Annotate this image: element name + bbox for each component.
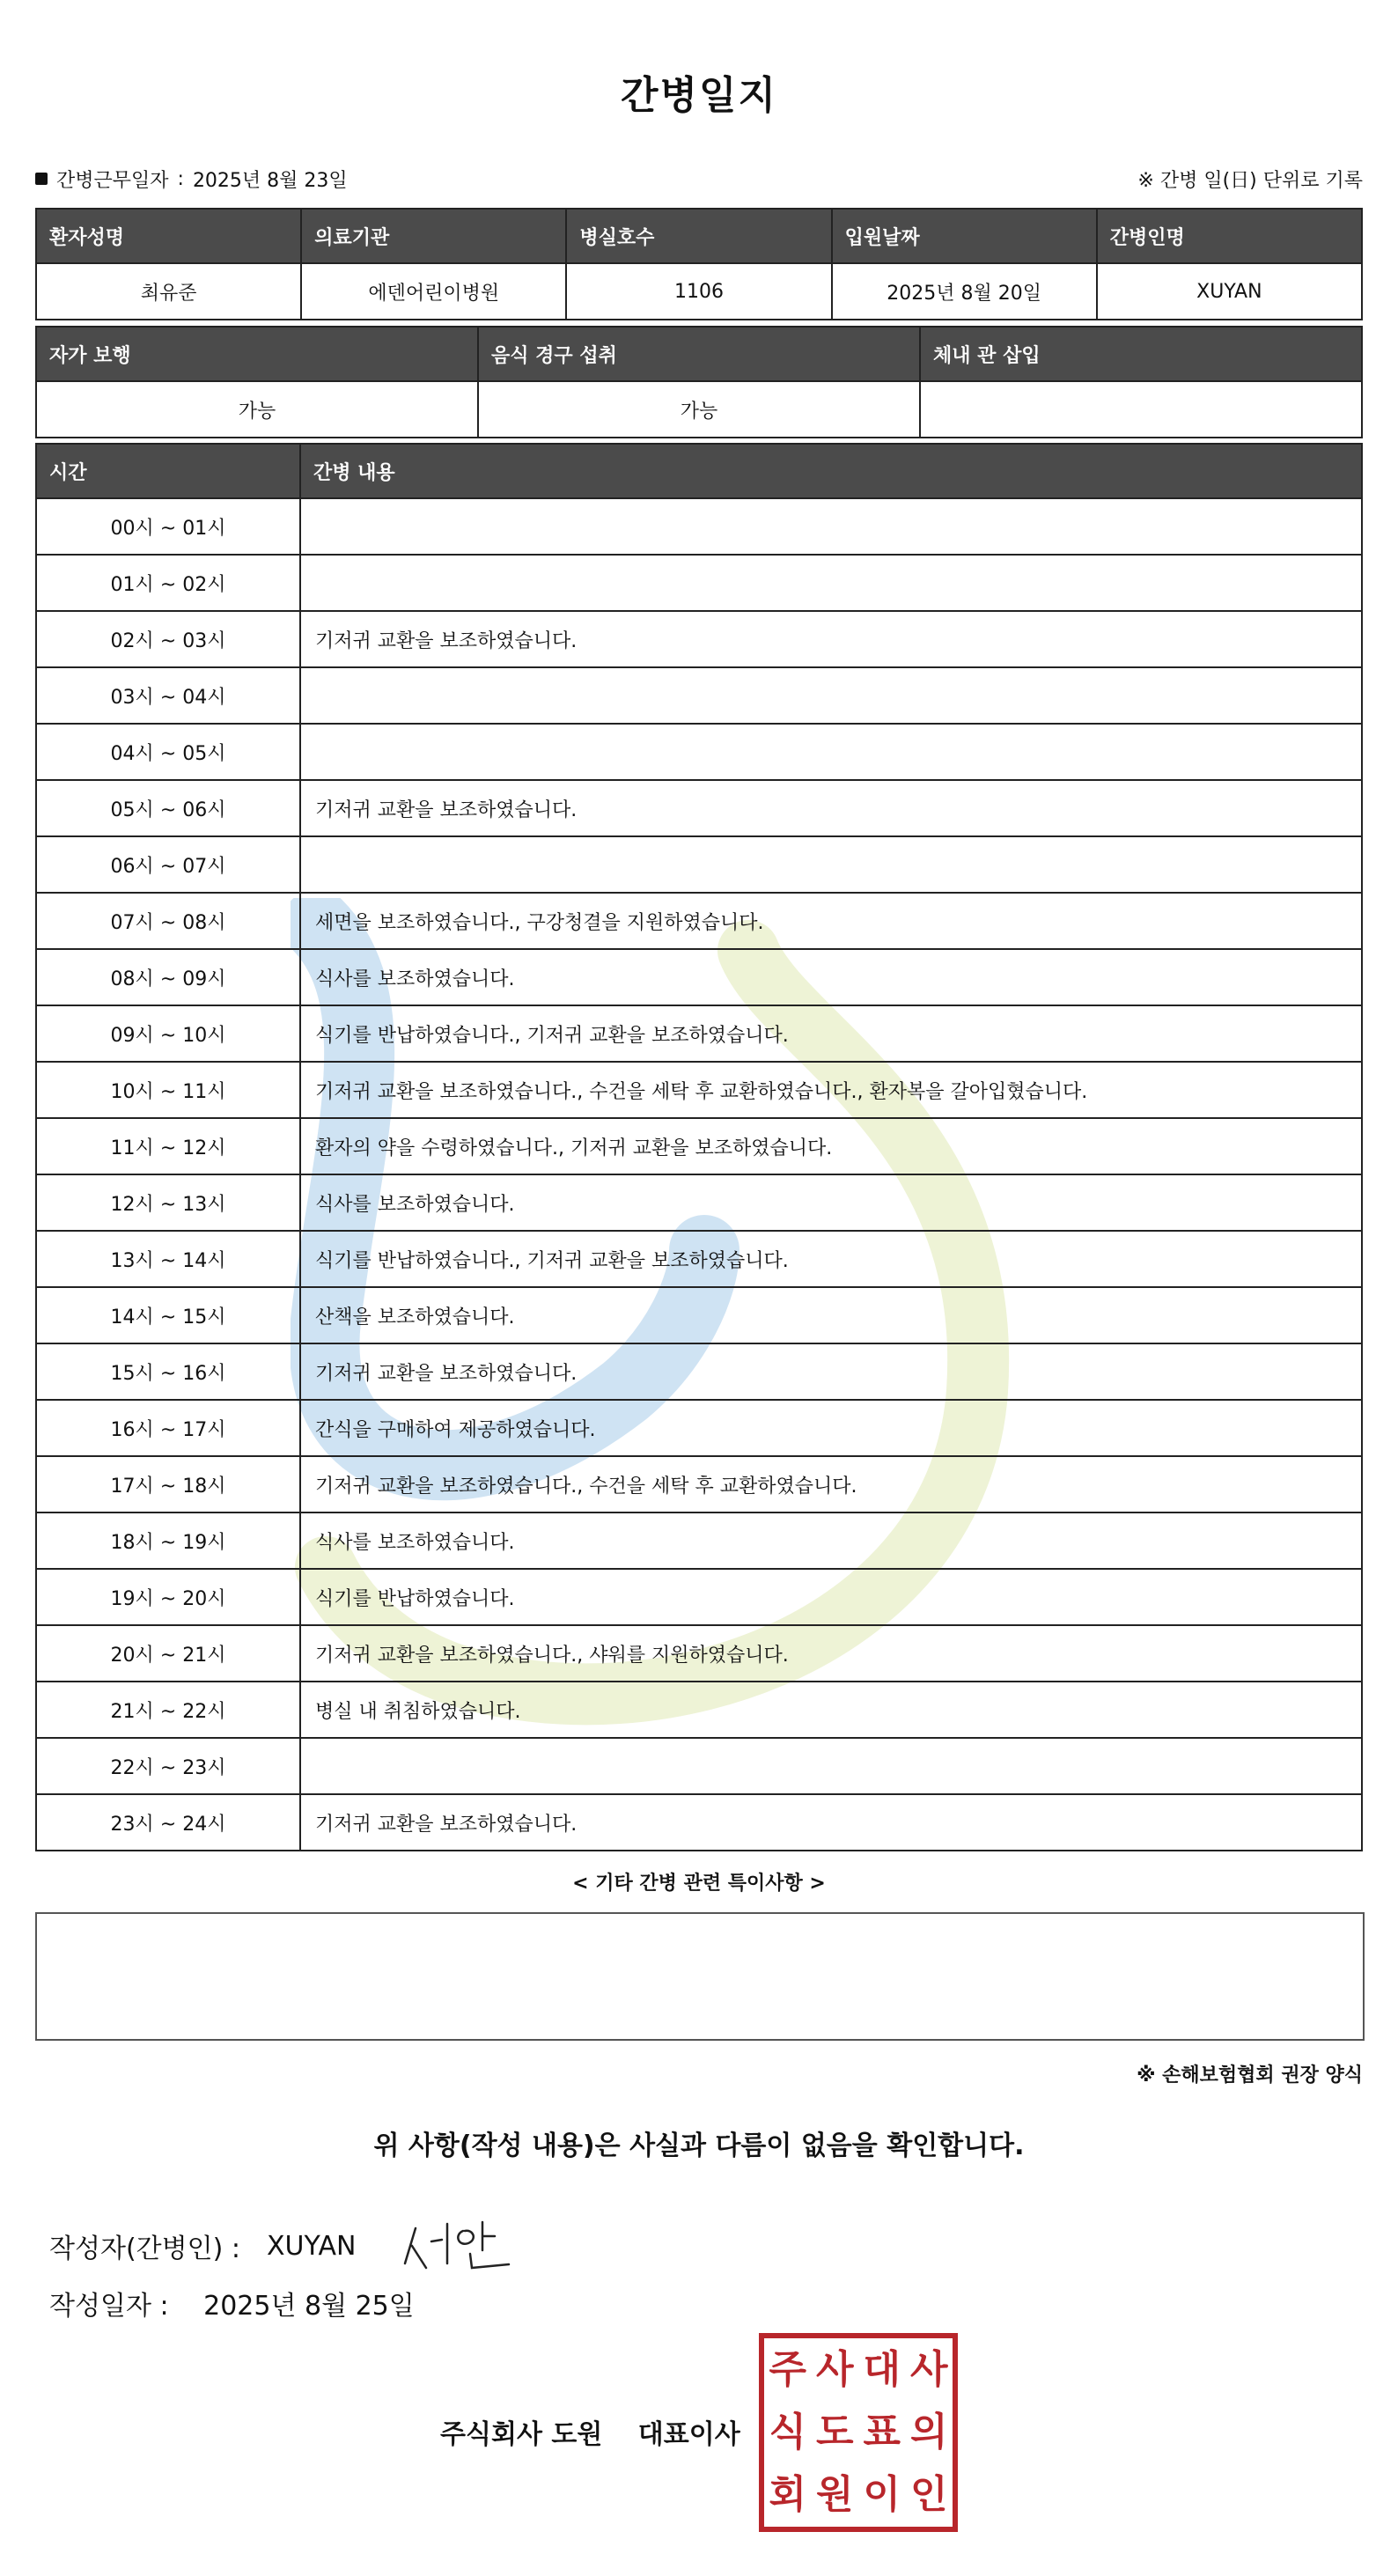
care-log-content (300, 555, 1362, 611)
handwritten-signature (396, 2215, 519, 2277)
header-admission-date: 입원날짜 (832, 209, 1097, 263)
care-log-content: 식사를 보조하였습니다. (300, 1512, 1362, 1569)
care-log-content (300, 836, 1362, 893)
patient-status-table (35, 326, 1363, 438)
work-date-line (35, 164, 1363, 194)
work-date-separator: : (177, 167, 184, 190)
work-date-value: 2025년 8월 23일 (192, 169, 348, 192)
care-log-content: 식기를 반납하였습니다. (300, 1569, 1362, 1625)
self-walking-value: 가능 (36, 381, 478, 438)
care-log-row (36, 667, 1362, 724)
status-value-row (36, 381, 1362, 438)
patient-name-value: 최유준 (36, 263, 301, 320)
care-log-content: 환자의 약을 수령하였습니다., 기저귀 교환을 보조하였습니다. (300, 1118, 1362, 1174)
care-log-row (36, 498, 1362, 555)
care-log-row (36, 555, 1362, 611)
seal-glyph: 원 (815, 2472, 854, 2518)
care-log-content: 병실 내 취침하였습니다. (300, 1682, 1362, 1738)
care-log-content: 식사를 보조하였습니다. (300, 949, 1362, 1005)
care-log-row (36, 1174, 1362, 1231)
care-log-content: 기저귀 교환을 보조하였습니다., 수건을 세탁 후 교환하였습니다. (300, 1456, 1362, 1512)
care-log-row (36, 1231, 1362, 1287)
company-line (440, 2412, 767, 2451)
care-log-row (36, 1400, 1362, 1456)
header-oral-intake: 음식 경구 섭취 (478, 327, 920, 381)
care-log-content: 기저귀 교환을 보조하였습니다., 샤워를 지원하였습니다. (300, 1625, 1362, 1682)
work-date-label: 간병근무일자 (56, 169, 169, 192)
notes-title: < 기타 간병 관련 특이사항 > (572, 1873, 826, 1895)
header-caregiver-name: 간병인명 (1097, 209, 1362, 263)
care-log-row (36, 893, 1362, 949)
seal-glyph: 회 (769, 2472, 806, 2518)
company-name: 주식회사 도원 (440, 2419, 603, 2450)
care-log-table (35, 443, 1363, 1851)
care-log-time: 11시 ~ 12시 (36, 1118, 300, 1174)
seal-glyph: 표 (863, 2409, 901, 2455)
care-log-time: 07시 ~ 08시 (36, 893, 300, 949)
care-log-row (36, 1625, 1362, 1682)
header-time: 시간 (36, 444, 300, 498)
care-log-content (300, 667, 1362, 724)
care-log-time: 08시 ~ 09시 (36, 949, 300, 1005)
company-seal (759, 2333, 958, 2532)
care-log-content (300, 1738, 1362, 1794)
care-log-time: 14시 ~ 15시 (36, 1287, 300, 1343)
care-log-row (36, 1118, 1362, 1174)
care-log-row (36, 1287, 1362, 1343)
care-log-content: 세면을 보조하였습니다., 구강청결을 지원하였습니다. (300, 893, 1362, 949)
care-log-time: 10시 ~ 11시 (36, 1062, 300, 1118)
write-date-value: 2025년 8월 25일 (203, 2291, 415, 2322)
care-log-time: 19시 ~ 20시 (36, 1569, 300, 1625)
care-log-content: 식기를 반납하였습니다., 기저귀 교환을 보조하였습니다. (300, 1231, 1362, 1287)
header-care-content: 간병 내용 (300, 444, 1362, 498)
care-log-row (36, 949, 1362, 1005)
care-log-time: 06시 ~ 07시 (36, 836, 300, 893)
care-log-content: 기저귀 교환을 보조하였습니다. (300, 780, 1362, 836)
header-self-walking: 자가 보행 (36, 327, 478, 381)
care-log-row (36, 1062, 1362, 1118)
caregiver-name-value: XUYAN (1097, 263, 1362, 320)
care-log-time: 22시 ~ 23시 (36, 1738, 300, 1794)
care-log-row (36, 836, 1362, 893)
writer-name: XUYAN (266, 2230, 357, 2262)
seal-glyph: 대 (863, 2346, 901, 2392)
patient-info-header-row (36, 209, 1362, 263)
care-log-time: 04시 ~ 05시 (36, 724, 300, 780)
care-log-row (36, 1343, 1362, 1400)
care-log-content: 식사를 보조하였습니다. (300, 1174, 1362, 1231)
writer-label: 작성자(간병인) : (49, 2234, 240, 2264)
care-log-header-row (36, 444, 1362, 498)
care-log-content: 기저귀 교환을 보조하였습니다. (300, 1794, 1362, 1851)
header-hospital: 의료기관 (301, 209, 566, 263)
care-log-row (36, 1738, 1362, 1794)
page-title: 간병일지 (620, 73, 777, 118)
care-log-content: 기저귀 교환을 보조하였습니다. (300, 611, 1362, 667)
writer-line (49, 2215, 519, 2277)
care-log-content: 기저귀 교환을 보조하였습니다. (300, 1343, 1362, 1400)
bullet-square-icon (35, 173, 48, 185)
room-number-value: 1106 (566, 263, 831, 320)
care-log-time: 13시 ~ 14시 (36, 1231, 300, 1287)
care-log-row (36, 1682, 1362, 1738)
status-header-row (36, 327, 1362, 381)
care-log-time: 05시 ~ 06시 (36, 780, 300, 836)
care-log-time: 16시 ~ 17시 (36, 1400, 300, 1456)
header-room-number: 병실호수 (566, 209, 831, 263)
care-log-time: 03시 ~ 04시 (36, 667, 300, 724)
header-patient-name: 환자성명 (36, 209, 301, 263)
patient-info-value-row (36, 263, 1362, 320)
care-log-row (36, 1456, 1362, 1512)
care-log-content: 간식을 구매하여 제공하였습니다. (300, 1400, 1362, 1456)
care-log-content (300, 498, 1362, 555)
hospital-value: 에덴어린이병원 (301, 263, 566, 320)
care-log-content: 기저귀 교환을 보조하였습니다., 수건을 세탁 후 교환하였습니다., 환자복을 갈아입혔습니다. (300, 1062, 1362, 1118)
care-log-content: 산책을 보조하였습니다. (300, 1287, 1362, 1343)
care-log-content (300, 724, 1362, 780)
care-log-row (36, 611, 1362, 667)
seal-glyph: 사 (909, 2346, 948, 2392)
confirmation-statement: 위 사항(작성 내용)은 사실과 다름이 없음을 확인합니다. (373, 2131, 1025, 2161)
patient-info-table (35, 208, 1363, 320)
care-log-time: 23시 ~ 24시 (36, 1794, 300, 1851)
care-log-body (36, 498, 1362, 1851)
seal-glyph: 의 (909, 2409, 948, 2455)
care-log-time: 01시 ~ 02시 (36, 555, 300, 611)
care-log-time: 02시 ~ 03시 (36, 611, 300, 667)
care-log-content: 식기를 반납하였습니다., 기저귀 교환을 보조하였습니다. (300, 1005, 1362, 1062)
care-log-time: 17시 ~ 18시 (36, 1456, 300, 1512)
care-log-row (36, 1794, 1362, 1851)
care-log-time: 15시 ~ 16시 (36, 1343, 300, 1400)
care-log-row (36, 724, 1362, 780)
notes-box (35, 1912, 1365, 2041)
care-log-row (36, 1005, 1362, 1062)
header-tube-insertion: 체내 관 삽입 (920, 327, 1362, 381)
care-log-time: 12시 ~ 13시 (36, 1174, 300, 1231)
care-log-time: 00시 ~ 01시 (36, 498, 300, 555)
seal-glyph: 사 (815, 2346, 854, 2392)
oral-intake-value: 가능 (478, 381, 920, 438)
seal-glyph: 인 (909, 2472, 948, 2518)
work-date-block (35, 166, 348, 193)
care-log-time: 21시 ~ 22시 (36, 1682, 300, 1738)
unit-note: ※ 간병 일(日) 단위로 기록 (1137, 169, 1363, 192)
seal-glyph: 이 (863, 2472, 901, 2518)
seal-glyph: 주 (769, 2346, 806, 2392)
write-date-line (49, 2284, 415, 2322)
seal-glyph: 식 (769, 2409, 806, 2455)
care-log-row (36, 1512, 1362, 1569)
write-date-label: 작성일자 : (49, 2291, 169, 2322)
association-note: ※ 손해보험협회 권장 양식 (1137, 2064, 1363, 2087)
care-log-time: 09시 ~ 10시 (36, 1005, 300, 1062)
care-log-row (36, 1569, 1362, 1625)
care-log-row (36, 780, 1362, 836)
admission-date-value: 2025년 8월 20일 (832, 263, 1097, 320)
care-log-time: 20시 ~ 21시 (36, 1625, 300, 1682)
seal-glyph: 도 (815, 2409, 854, 2455)
tube-insertion-value (920, 381, 1362, 438)
care-log-time: 18시 ~ 19시 (36, 1512, 300, 1569)
company-role: 대표이사 (637, 2419, 740, 2450)
